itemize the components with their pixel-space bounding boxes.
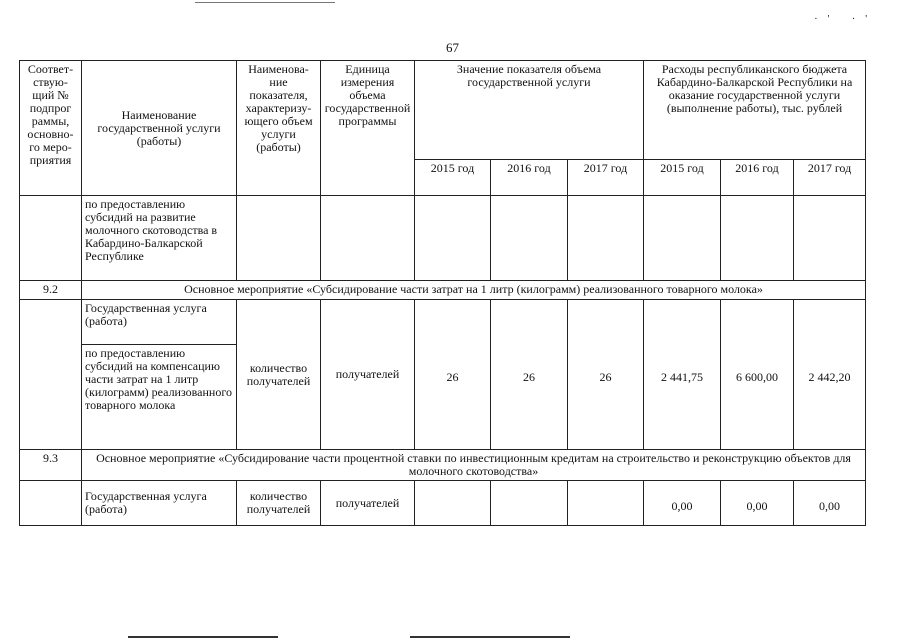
continued-service-text: по предоставлению субсидий на развитие молочного скотоводства в Кабардино-Балкарской Республике: [82, 196, 237, 281]
header-service-name: Наименование государственной услуги (работы): [82, 61, 237, 196]
table-row: [20, 300, 866, 345]
service-type: Государственная услуга (работа): [82, 300, 237, 345]
indicator-cell: количество получателей: [237, 481, 321, 526]
expense-2017: 0,00: [794, 481, 866, 526]
service-description: по предоставлению субсидий на компенсацию части затрат на 1 литр (килограмм) реализованного товарного молока: [82, 345, 237, 450]
section-row: [20, 281, 866, 300]
table-row: [20, 196, 866, 281]
service-type: Государственная услуга (работа): [82, 481, 237, 526]
header-indicator-name: Наименова-ние показателя, характеризу-ющего объем услуги (работы): [237, 61, 321, 196]
header-subprogram-number: Соответ-ствую-щий № подпрог раммы, основно-го меро-приятия: [20, 61, 82, 196]
year-header: 2017 год: [794, 160, 866, 196]
expense-2015: 2 441,75: [644, 300, 721, 450]
section-title: Основное мероприятие «Субсидирование части процентной ставки по инвестиционным кредитам на строительство и реконструкцию объектов для молочного скотоводства»: [82, 450, 866, 481]
section-row: [20, 450, 866, 481]
year-header: 2015 год: [415, 160, 491, 196]
expense-2015: 0,00: [644, 481, 721, 526]
section-number: 9.3: [20, 450, 82, 481]
unit-cell: получателей: [321, 481, 415, 526]
year-header: 2017 год: [568, 160, 644, 196]
volume-2015: 26: [415, 300, 491, 450]
indicator-cell: количество получателей: [237, 300, 321, 450]
year-header: 2016 год: [721, 160, 794, 196]
bottom-scan-rule: [410, 636, 570, 638]
expense-2016: 6 600,00: [721, 300, 794, 450]
header-budget-expenses: Расходы республиканского бюджета Кабардино-Балкарской Республики на оказание государственной услуги (выполнение работы), тыс. рублей: [644, 61, 866, 160]
services-table: [19, 60, 866, 526]
table-row: [20, 481, 866, 526]
section-title: Основное мероприятие «Субсидирование части затрат на 1 литр (килограмм) реализованного товарного молока»: [82, 281, 866, 300]
header-volume-value: Значение показателя объема государственной услуги: [415, 61, 644, 160]
year-header: 2016 год: [491, 160, 568, 196]
volume-2017: 26: [568, 300, 644, 450]
unit-cell: получателей: [321, 300, 415, 450]
header-unit: Единица измерения объема государственной программы: [321, 61, 415, 196]
expense-2017: 2 442,20: [794, 300, 866, 450]
page-number: 67: [446, 40, 459, 55]
bottom-scan-rule: [128, 636, 278, 638]
expense-2016: 0,00: [721, 481, 794, 526]
year-header: 2015 год: [644, 160, 721, 196]
volume-2016: 26: [491, 300, 568, 450]
scan-marks: ·' ·': [814, 14, 877, 25]
top-scan-rule: [195, 2, 335, 3]
section-number: 9.2: [20, 281, 82, 300]
